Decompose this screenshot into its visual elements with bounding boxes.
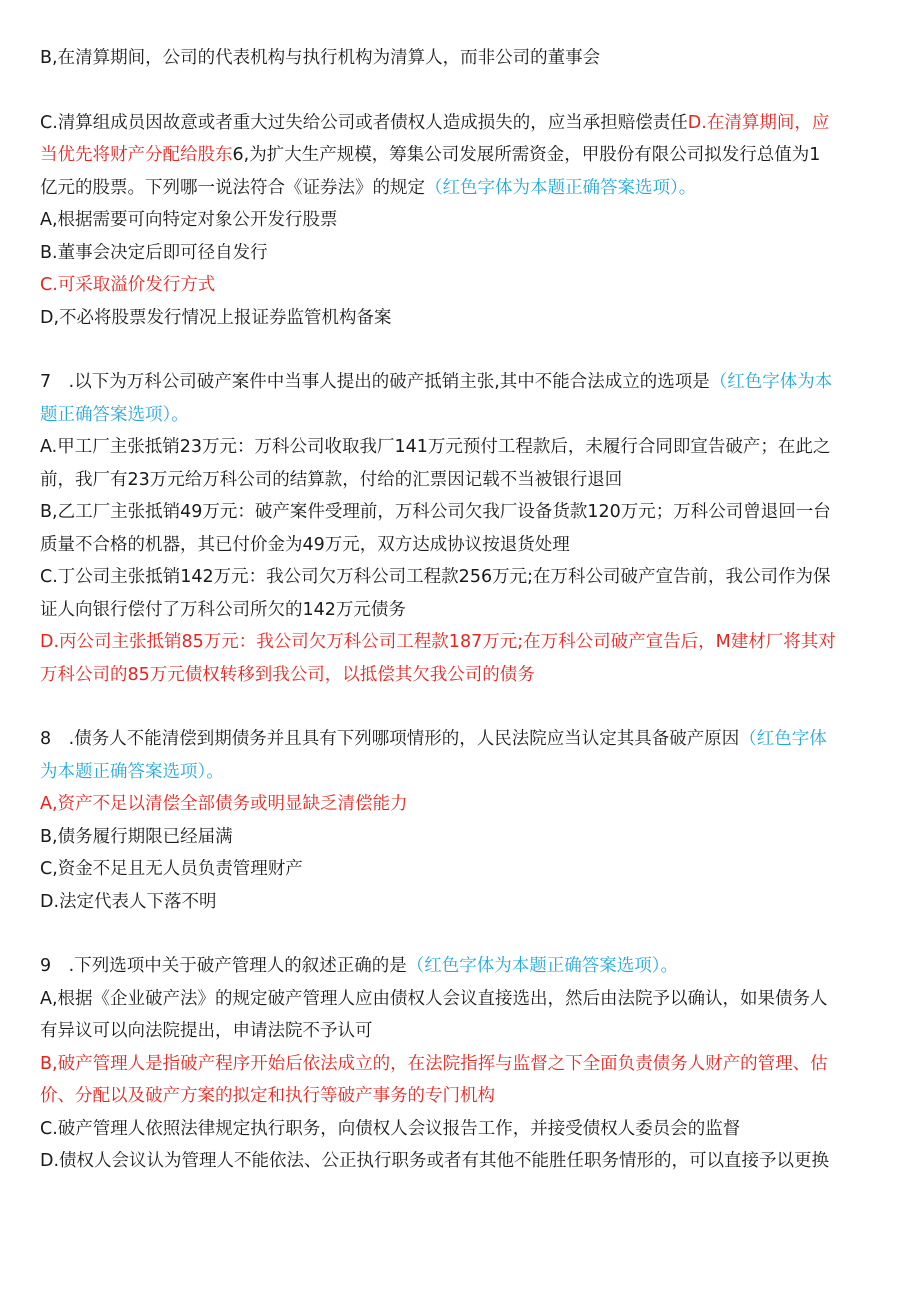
text-line: [40, 496, 880, 529]
body-text: 8 .债务人不能清偿到期债务并且具有下列哪项情形的，人民法院应当认定其具备破产原因: [40, 729, 740, 749]
body-text: 质量不合格的机器，其已付价金为49万元，双方达成协议按退货处理: [40, 534, 570, 555]
text-line: [40, 172, 880, 205]
answer-text: D.丙公司主张抵销85万元：我公司欠万科公司工程款187万元;在万科公司破产宣告后，M建材厂将其对: [40, 632, 836, 652]
body-text: C.清算组成员因故意或者重大过失给公司或者债权人造成损失的，应当承担赔偿责任: [40, 112, 688, 133]
text-line: [40, 139, 880, 172]
text-line: [40, 821, 880, 854]
body-text: B,乙工厂主张抵销49万元：破产案件受理前，万科公司欠我厂设备货款120万元；万科公司曾退回一台: [40, 502, 831, 522]
body-text: D.法定代表人下落不明: [40, 891, 217, 912]
text-line: [40, 366, 880, 399]
paragraph-gap: [40, 691, 880, 723]
paragraph-gap: [40, 75, 880, 107]
text-line: [40, 626, 880, 659]
body-text: B,债务履行期限已经届满: [40, 826, 233, 847]
text-line: [40, 1145, 880, 1178]
body-text: B,在清算期间，公司的代表机构与执行机构为清算人，而非公司的董事会: [40, 48, 601, 68]
body-text: 前，我厂有23万元给万科公司的结算款，付给的汇票因记载不当被银行退回: [40, 469, 623, 490]
text-line: [40, 302, 880, 335]
text-line: [40, 1080, 880, 1113]
text-line: [40, 886, 880, 919]
answer-note: 题正确答案选项）。: [40, 404, 189, 425]
body-text: D,不必将股票发行情况上报证券监管机构备案: [40, 307, 392, 328]
text-line: [40, 723, 880, 756]
document-page: [40, 42, 880, 1178]
body-text: 9 .下列选项中关于破产管理人的叙述正确的是: [40, 956, 407, 976]
text-line: [40, 788, 880, 821]
answer-text: D.在清算期间，应: [687, 112, 830, 133]
text-line: [40, 107, 880, 140]
body-text: 6,为扩大生产规模，筹集公司发展所需资金，甲股份有限公司拟发行总值为1: [232, 145, 821, 165]
answer-text: C.可采取溢价发行方式: [40, 275, 216, 295]
answer-text: 当优先将财产分配给股东: [40, 145, 233, 165]
answer-text: 价、分配以及破产方案的拟定和执行等破产事务的专门机构: [40, 1086, 495, 1106]
text-line: [40, 594, 880, 627]
body-text: C.破产管理人依照法律规定执行职务，向债权人会议报告工作，并接受债权人委员会的监督: [40, 1118, 741, 1139]
answer-note: （红色字体: [739, 729, 827, 749]
body-text: 7 .以下为万科公司破产案件中当事人提出的破产抵销主张,其中不能合法成立的选项是: [40, 372, 710, 392]
answer-text: B,破产管理人是指破产程序开始后依法成立的，在法院指挥与监督之下全面负责债务人财产的管理、估: [40, 1053, 828, 1074]
body-text: A.甲工厂主张抵销23万元：万科公司收取我厂141万元预付工程款后，未履行合同即宣告破产；在此之: [40, 437, 831, 457]
answer-text: 万科公司的85万元债权转移到我公司，以抵偿其欠我公司的债务: [40, 664, 535, 685]
text-line: [40, 1113, 880, 1146]
body-text: A,根据需要可向特定对象公开发行股票: [40, 210, 338, 230]
text-line: [40, 529, 880, 562]
paragraph-gap: [40, 918, 880, 950]
text-line: [40, 204, 880, 237]
body-text: 有异议可以向法院提出，申请法院不予认可: [40, 1021, 373, 1041]
body-text: A,根据《企业破产法》的规定破产管理人应由债权人会议直接选出，然后由法院予以确认，如果债务人: [40, 988, 828, 1009]
text-line: [40, 983, 880, 1016]
text-line: [40, 237, 880, 270]
text-line: [40, 561, 880, 594]
body-text: 证人向银行偿付了万科公司所欠的142万元债务: [40, 599, 406, 620]
text-line: [40, 659, 880, 692]
body-text: 亿元的股票。下列哪一说法符合《证券法》的规定: [40, 177, 425, 198]
body-text: C.丁公司主张抵销142万元：我公司欠万科公司工程款256万元;在万科公司破产宣告前，我公司作为保: [40, 567, 831, 587]
text-line: [40, 42, 880, 75]
paragraph-gap: [40, 334, 880, 366]
answer-note: 为本题正确答案选项）。: [40, 761, 224, 782]
text-line: [40, 269, 880, 302]
body-text: D.债权人会议认为管理人不能依法、公正执行职务或者有其他不能胜任职务情形的，可以直接予以更换: [40, 1151, 830, 1171]
text-line: [40, 756, 880, 789]
text-line: [40, 1048, 880, 1081]
text-line: [40, 950, 880, 983]
answer-note: （红色字体为本: [709, 372, 833, 392]
body-text: B.董事会决定后即可径自发行: [40, 242, 268, 263]
answer-text: A,资产不足以清偿全部债务或明显缺乏清偿能力: [40, 794, 408, 814]
text-line: [40, 853, 880, 886]
answer-note: （红色字体为本题正确答案选项）。: [406, 956, 678, 976]
text-line: [40, 464, 880, 497]
text-line: [40, 1015, 880, 1048]
text-line: [40, 431, 880, 464]
text-line: [40, 399, 880, 432]
body-text: C,资金不足且无人员负责管理财产: [40, 859, 303, 879]
answer-note: （红色字体为本题正确答案选项）。: [425, 177, 697, 198]
